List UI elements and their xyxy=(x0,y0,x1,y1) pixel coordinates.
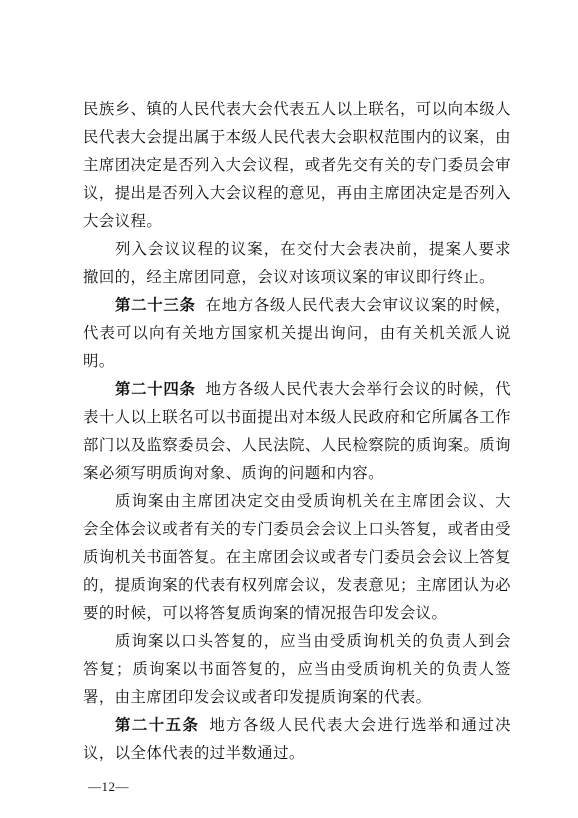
paragraph-text: 列入会议议程的议案，在交付大会表决前，提案人要求撤回的，经主席团同意，会议对该项议案的审议即行终止。 xyxy=(83,240,511,286)
paragraph-text: 民族乡、镇的人民代表大会代表五人以上联名，可以向本级人民代表大会提出属于本级人民代表大会职权范围内的议案，由主席团决定是否列入大会议程，或者先交有关的专门委员会审议，提出是否列入大会议程的意见，再由主席团决定是否列入大会议程。 xyxy=(83,100,511,230)
paragraph-2 xyxy=(83,235,511,291)
article-25 xyxy=(83,711,511,767)
paragraph-text: 质询案以口头答复的，应当由受质询机关的负责人到会答复；质询案以书面答复的，应当由受质询机关的负责人签署，由主席团印发会议或者印发提质询案的代表。 xyxy=(83,632,511,706)
paragraph-6 xyxy=(83,627,511,711)
article-heading: 第二十三条 xyxy=(115,296,196,314)
page-number: —12— xyxy=(88,779,129,794)
paragraph-1 xyxy=(83,95,511,235)
article-23 xyxy=(83,291,511,375)
article-24 xyxy=(83,375,511,487)
article-heading: 第二十四条 xyxy=(115,380,196,398)
paragraph-text: 地方各级人民代表大会进行选举和通过决议，以全体代表的过半数通过。 xyxy=(83,716,511,762)
paragraph-text: 在地方各级人民代表大会审议议案的时候，代表可以向有关地方国家机关提出询问，由有关机关派人说明。 xyxy=(83,296,511,370)
article-heading: 第二十五条 xyxy=(115,716,200,734)
paragraph-text: 地方各级人民代表大会举行会议的时候，代表十人以上联名可以书面提出对本级人民政府和它所属各工作部门以及监察委员会、人民法院、人民检察院的质询案。质询案必须写明质询对象、质询的问题和内容。 xyxy=(83,380,511,482)
document-body xyxy=(83,95,511,767)
paragraph-text: 质询案由主席团决定交由受质询机关在主席团会议、大会全体会议或者有关的专门委员会会议上口头答复，或者由受质询机关书面答复。在主席团会议或者专门委员会会议上答复的，提质询案的代表有权列席会议，发表意见；主席团认为必要的时候，可以将答复质询案的情况报告印发会议。 xyxy=(83,492,511,622)
paragraph-5 xyxy=(83,487,511,627)
